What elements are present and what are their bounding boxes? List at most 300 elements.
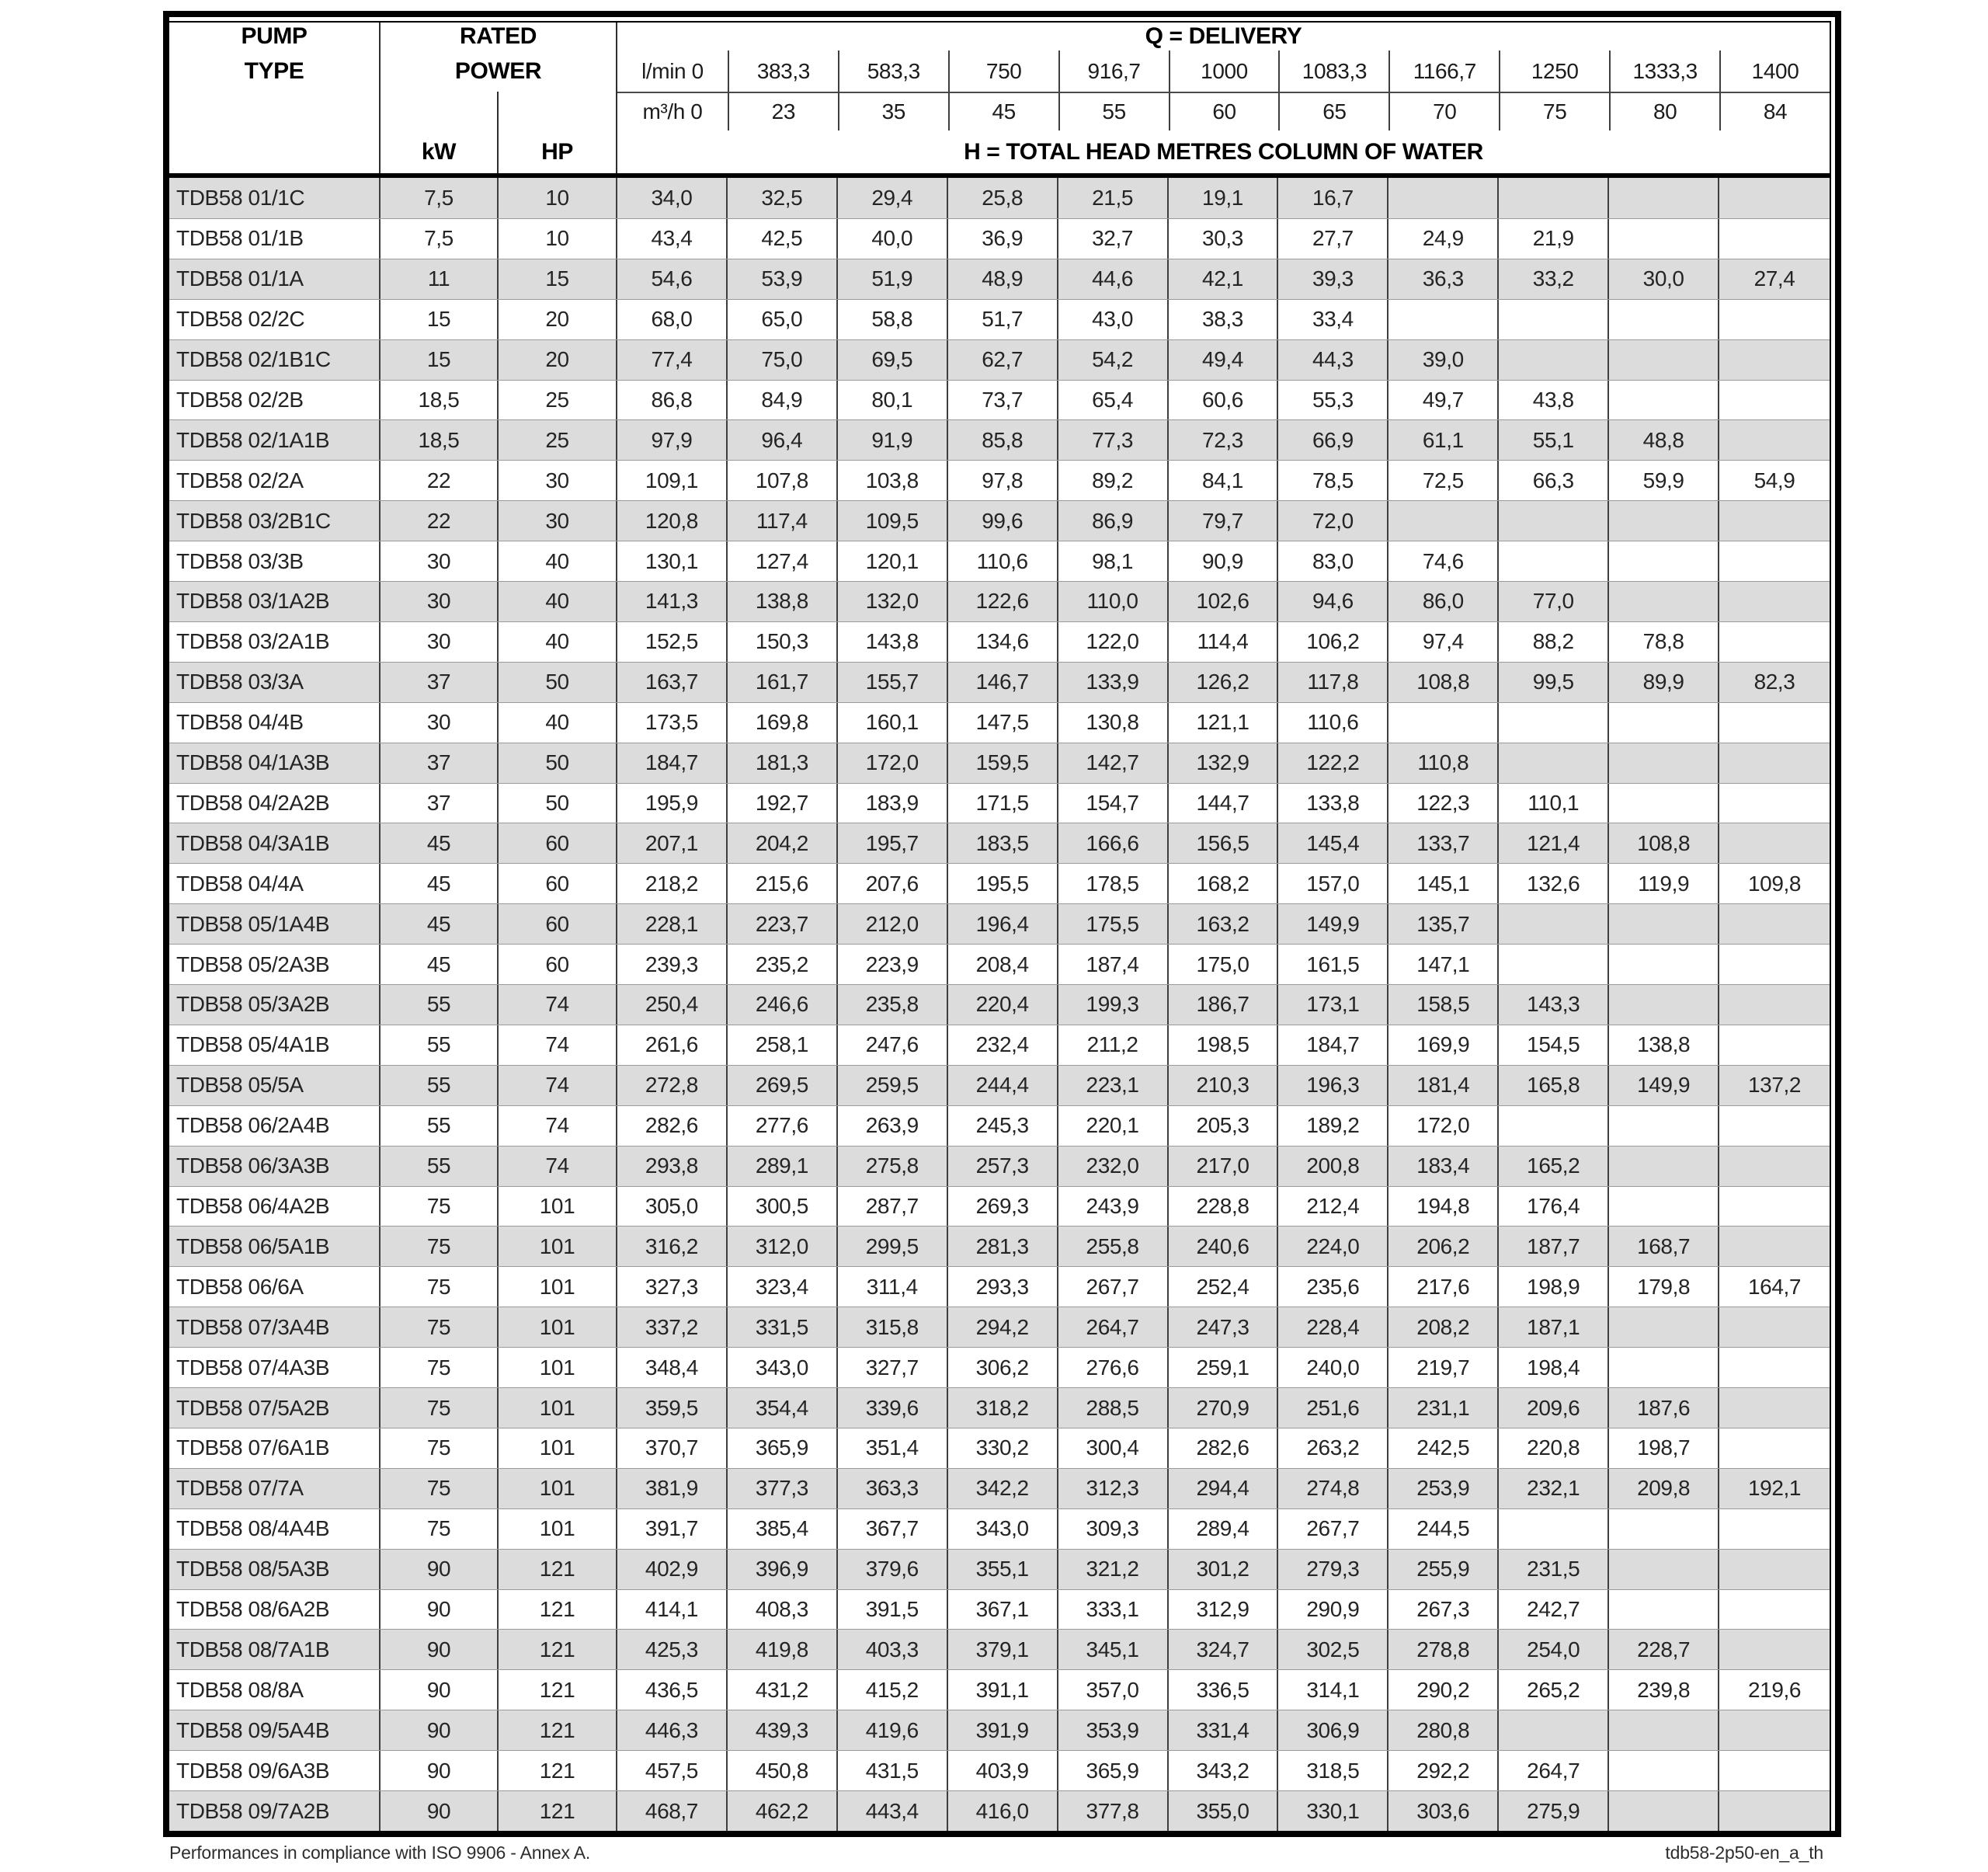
head-value <box>1719 1791 1830 1831</box>
rated-kw: 45 <box>381 904 499 944</box>
head-value: 84,1 <box>1169 461 1279 500</box>
head-value: 235,6 <box>1278 1267 1388 1307</box>
head-value: 24,9 <box>1388 219 1499 259</box>
head-value: 232,1 <box>1499 1469 1609 1508</box>
head-value: 343,2 <box>1169 1751 1279 1790</box>
head-value <box>1499 178 1609 218</box>
flow-lmin-value: 1000 <box>1169 50 1279 92</box>
head-value: 381,9 <box>617 1469 728 1508</box>
head-value: 275,8 <box>838 1147 948 1186</box>
head-value: 175,0 <box>1169 945 1279 984</box>
rated-kw: 30 <box>381 541 499 581</box>
head-value: 235,8 <box>838 985 948 1025</box>
pump-type: TDB58 04/4A <box>169 864 381 903</box>
head-value: 355,1 <box>948 1550 1058 1589</box>
rated-hp: 121 <box>499 1670 617 1710</box>
head-value <box>1719 1106 1830 1146</box>
table-row <box>169 299 1830 339</box>
head-value: 173,1 <box>1278 985 1388 1025</box>
head-value: 39,0 <box>1388 340 1499 380</box>
rated-hp: 10 <box>499 219 617 259</box>
flow-m3h-value: 80 <box>1609 92 1719 130</box>
head-value: 306,2 <box>948 1348 1058 1387</box>
head-value <box>1609 1509 1719 1549</box>
head-value <box>1719 823 1830 863</box>
head-value: 196,3 <box>1278 1066 1388 1105</box>
rated-kw: 55 <box>381 1066 499 1105</box>
head-value: 133,8 <box>1278 784 1388 823</box>
rated-kw: 45 <box>381 864 499 903</box>
head-value: 132,9 <box>1169 743 1279 783</box>
head-value: 198,4 <box>1499 1348 1609 1387</box>
head-value <box>1719 178 1830 218</box>
head-value: 42,1 <box>1169 259 1279 299</box>
head-value <box>1719 381 1830 420</box>
head-value: 159,5 <box>948 743 1058 783</box>
rated-kw: 30 <box>381 582 499 621</box>
head-value <box>1719 1388 1830 1428</box>
head-value: 301,2 <box>1169 1550 1279 1589</box>
head-value: 79,7 <box>1169 501 1279 541</box>
head-value: 89,2 <box>1058 461 1169 500</box>
table-row <box>169 1146 1830 1186</box>
rated-kw: 30 <box>381 622 499 662</box>
rated-kw: 22 <box>381 501 499 541</box>
head-value <box>1499 1106 1609 1146</box>
head-value: 321,2 <box>1058 1550 1169 1589</box>
head-value: 176,4 <box>1499 1187 1609 1227</box>
head-value: 77,4 <box>617 340 728 380</box>
head-value: 312,9 <box>1169 1590 1279 1630</box>
head-value: 59,9 <box>1609 461 1719 500</box>
head-value: 200,8 <box>1278 1147 1388 1186</box>
head-value <box>1719 340 1830 380</box>
rated-kw: 55 <box>381 1147 499 1186</box>
head-value: 391,5 <box>838 1590 948 1630</box>
head-value: 336,5 <box>1169 1670 1279 1710</box>
head-value: 168,2 <box>1169 864 1279 903</box>
head-value: 27,7 <box>1278 219 1388 259</box>
table-row <box>169 500 1830 541</box>
head-value: 215,6 <box>728 864 838 903</box>
head-value: 102,6 <box>1169 582 1279 621</box>
head-value: 351,4 <box>838 1428 948 1468</box>
rated-hp: 101 <box>499 1469 617 1508</box>
head-value <box>1609 743 1719 783</box>
head-value: 342,2 <box>948 1469 1058 1508</box>
head-value: 40,0 <box>838 219 948 259</box>
pump-type: TDB58 04/2A2B <box>169 784 381 823</box>
head-value: 72,5 <box>1388 461 1499 500</box>
head-value: 279,3 <box>1278 1550 1388 1589</box>
head-value: 289,1 <box>728 1147 838 1186</box>
head-value <box>1609 904 1719 944</box>
rated-hp: 101 <box>499 1227 617 1266</box>
rated-kw: 90 <box>381 1751 499 1790</box>
rated-kw: 11 <box>381 259 499 299</box>
pump-type: TDB58 06/4A2B <box>169 1187 381 1227</box>
head-value: 396,9 <box>728 1550 838 1589</box>
head-value: 161,7 <box>728 663 838 702</box>
rated-hp: 60 <box>499 945 617 984</box>
head-value: 83,0 <box>1278 541 1388 581</box>
pump-type: TDB58 08/6A2B <box>169 1590 381 1630</box>
head-value: 205,3 <box>1169 1106 1279 1146</box>
head-value <box>1388 501 1499 541</box>
head-value: 281,3 <box>948 1227 1058 1266</box>
head-value: 355,0 <box>1169 1791 1279 1831</box>
head-value: 120,8 <box>617 501 728 541</box>
head-value: 186,7 <box>1169 985 1279 1025</box>
head-value: 198,5 <box>1169 1025 1279 1065</box>
head-value: 247,3 <box>1169 1307 1279 1347</box>
head-value: 48,8 <box>1609 420 1719 460</box>
flow-m3h-value: 45 <box>948 92 1058 130</box>
header-row-4 <box>169 130 1830 173</box>
head-value: 80,1 <box>838 381 948 420</box>
head-value: 223,7 <box>728 904 838 944</box>
head-value: 255,8 <box>1058 1227 1169 1266</box>
head-value <box>1719 501 1830 541</box>
head-value: 414,1 <box>617 1590 728 1630</box>
head-value: 292,2 <box>1388 1751 1499 1790</box>
head-value: 207,1 <box>617 823 728 863</box>
head-value: 243,9 <box>1058 1187 1169 1227</box>
rated-kw: 37 <box>381 743 499 783</box>
head-value: 98,1 <box>1058 541 1169 581</box>
pump-type: TDB58 07/6A1B <box>169 1428 381 1468</box>
head-value <box>1609 703 1719 743</box>
head-value: 99,6 <box>948 501 1058 541</box>
head-value <box>1609 1751 1719 1790</box>
flow-m3h-value: 35 <box>838 92 948 130</box>
rated-kw: 7,5 <box>381 219 499 259</box>
head-value: 175,5 <box>1058 904 1169 944</box>
pump-type-header-spacer <box>169 92 381 130</box>
table-row <box>169 1508 1830 1549</box>
head-value: 152,5 <box>617 622 728 662</box>
head-value <box>1499 300 1609 339</box>
head-value: 154,7 <box>1058 784 1169 823</box>
head-value: 29,4 <box>838 178 948 218</box>
head-value: 133,7 <box>1388 823 1499 863</box>
table-row <box>169 903 1830 944</box>
head-value: 199,3 <box>1058 985 1169 1025</box>
head-value: 408,3 <box>728 1590 838 1630</box>
head-value <box>1719 703 1830 743</box>
pump-type: TDB58 07/7A <box>169 1469 381 1508</box>
table-row <box>169 1710 1830 1750</box>
head-value: 339,6 <box>838 1388 948 1428</box>
head-value: 254,0 <box>1499 1630 1609 1669</box>
head-value <box>1609 1187 1719 1227</box>
rated-hp: 10 <box>499 178 617 218</box>
head-value: 289,4 <box>1169 1509 1279 1549</box>
head-value: 86,8 <box>617 381 728 420</box>
table-row <box>169 178 1830 218</box>
head-value <box>1719 219 1830 259</box>
head-value: 244,4 <box>948 1066 1058 1105</box>
table-row <box>169 662 1830 702</box>
head-value: 275,9 <box>1499 1791 1609 1831</box>
head-value <box>1719 300 1830 339</box>
head-value: 36,3 <box>1388 259 1499 299</box>
head-value: 121,1 <box>1169 703 1279 743</box>
table-row <box>169 984 1830 1025</box>
head-value: 293,3 <box>948 1267 1058 1307</box>
rated-hp: 60 <box>499 904 617 944</box>
head-value: 90,9 <box>1169 541 1279 581</box>
head-value: 184,7 <box>617 743 728 783</box>
head-value: 247,6 <box>838 1025 948 1065</box>
head-value: 462,2 <box>728 1791 838 1831</box>
rated-kw: 90 <box>381 1710 499 1750</box>
rated-kw: 45 <box>381 945 499 984</box>
head-value <box>1719 904 1830 944</box>
head-value: 158,5 <box>1388 985 1499 1025</box>
head-value: 343,0 <box>728 1348 838 1387</box>
head-value <box>1719 1147 1830 1186</box>
flow-m3h-value: 60 <box>1169 92 1279 130</box>
head-value: 220,4 <box>948 985 1058 1025</box>
head-value: 58,8 <box>838 300 948 339</box>
head-value: 228,4 <box>1278 1307 1388 1347</box>
pump-type: TDB58 09/5A4B <box>169 1710 381 1750</box>
head-value: 54,6 <box>617 259 728 299</box>
head-value: 189,2 <box>1278 1106 1388 1146</box>
head-value: 60,6 <box>1169 381 1279 420</box>
footer-document-code: tdb58-2p50-en_a_th <box>1665 1842 1823 1863</box>
rated-kw: 90 <box>381 1630 499 1669</box>
head-value: 27,4 <box>1753 266 1795 291</box>
head-value: 259,1 <box>1169 1348 1279 1387</box>
head-value: 141,3 <box>617 582 728 621</box>
head-value: 242,5 <box>1388 1428 1499 1468</box>
rated-hp: 40 <box>499 582 617 621</box>
head-value: 138,8 <box>728 582 838 621</box>
rated-power-header-line1: RATED <box>381 23 617 50</box>
head-value: 32,7 <box>1058 219 1169 259</box>
head-value: 198,7 <box>1609 1428 1719 1468</box>
flow-lmin-value: 383,3 <box>728 50 838 92</box>
table-row <box>169 783 1830 823</box>
head-value <box>1499 1509 1609 1549</box>
flow-m3h-value: 70 <box>1388 92 1499 130</box>
table-row <box>169 743 1830 783</box>
rated-hp: 101 <box>499 1509 617 1549</box>
head-value: 66,9 <box>1278 420 1388 460</box>
head-value: 318,5 <box>1278 1751 1388 1790</box>
head-value <box>1609 219 1719 259</box>
head-value: 187,1 <box>1499 1307 1609 1347</box>
head-value: 282,6 <box>1169 1428 1279 1468</box>
head-value <box>1609 582 1719 621</box>
head-value: 143,3 <box>1499 985 1609 1025</box>
head-value: 311,4 <box>838 1267 948 1307</box>
head-value: 157,0 <box>1278 864 1388 903</box>
pump-type: TDB58 06/3A3B <box>169 1147 381 1186</box>
table-row <box>169 419 1830 460</box>
table-row <box>169 259 1830 299</box>
head-value: 264,7 <box>1499 1751 1609 1790</box>
head-value <box>1719 945 1830 984</box>
head-value: 184,7 <box>1278 1025 1388 1065</box>
rated-kw: 75 <box>381 1348 499 1387</box>
flow-lmin-value: 1400 <box>1719 50 1830 92</box>
head-value: 439,3 <box>728 1710 838 1750</box>
rated-kw: 15 <box>381 340 499 380</box>
pump-type: TDB58 08/4A4B <box>169 1509 381 1549</box>
head-value: 274,8 <box>1278 1469 1388 1508</box>
pump-type: TDB58 08/7A1B <box>169 1630 381 1669</box>
head-value <box>1719 1710 1830 1750</box>
flow-m3h-row <box>169 92 1830 130</box>
head-value: 169,9 <box>1388 1025 1499 1065</box>
rated-kw: 18,5 <box>381 420 499 460</box>
head-value: 330,1 <box>1278 1791 1388 1831</box>
head-value: 142,7 <box>1058 743 1169 783</box>
head-value: 212,0 <box>838 904 948 944</box>
head-value: 263,2 <box>1278 1428 1388 1468</box>
head-value: 110,8 <box>1388 743 1499 783</box>
head-value: 144,7 <box>1169 784 1279 823</box>
head-value: 272,8 <box>617 1066 728 1105</box>
head-value: 91,9 <box>838 420 948 460</box>
head-value: 220,8 <box>1499 1428 1609 1468</box>
head-value: 19,1 <box>1169 178 1279 218</box>
rated-hp: 40 <box>499 703 617 743</box>
head-value: 36,9 <box>948 219 1058 259</box>
head-value: 327,3 <box>617 1267 728 1307</box>
head-value: 107,8 <box>728 461 838 500</box>
head-value: 97,4 <box>1388 622 1499 662</box>
table-row <box>169 1428 1830 1468</box>
kw-header-spacer <box>381 92 499 130</box>
head-value: 51,9 <box>838 259 948 299</box>
rated-hp: 50 <box>499 743 617 783</box>
head-value: 117,8 <box>1278 663 1388 702</box>
flow-m3h-value: 75 <box>1499 92 1609 130</box>
pump-type: TDB58 01/1A <box>169 259 381 299</box>
rated-hp: 20 <box>499 300 617 339</box>
head-value: 306,9 <box>1278 1710 1388 1750</box>
head-value: 246,6 <box>728 985 838 1025</box>
pump-type: TDB58 06/5A1B <box>169 1227 381 1266</box>
head-value <box>1388 300 1499 339</box>
head-value: 132,0 <box>838 582 948 621</box>
head-value: 143,8 <box>838 622 948 662</box>
head-value: 207,6 <box>838 864 948 903</box>
head-value: 108,8 <box>1388 663 1499 702</box>
head-value: 78,8 <box>1609 622 1719 662</box>
pump-type: TDB58 07/5A2B <box>169 1388 381 1428</box>
head-value: 245,3 <box>948 1106 1058 1146</box>
head-value: 73,7 <box>948 381 1058 420</box>
head-value: 419,8 <box>728 1630 838 1669</box>
pump-type: TDB58 03/2B1C <box>169 501 381 541</box>
head-value: 44,6 <box>1058 259 1169 299</box>
head-value: 223,1 <box>1058 1066 1169 1105</box>
head-value: 74,6 <box>1388 541 1499 581</box>
head-value: 232,4 <box>948 1025 1058 1065</box>
head-value: 314,1 <box>1278 1670 1388 1710</box>
head-value: 370,7 <box>617 1428 728 1468</box>
head-value: 354,4 <box>728 1388 838 1428</box>
head-value: 217,6 <box>1388 1267 1499 1307</box>
head-value: 379,1 <box>948 1630 1058 1669</box>
head-value: 280,8 <box>1388 1710 1499 1750</box>
head-value: 403,9 <box>948 1751 1058 1790</box>
head-value: 419,6 <box>838 1710 948 1750</box>
head-value <box>1609 1348 1719 1387</box>
head-value: 156,5 <box>1169 823 1279 863</box>
pump-type: TDB58 01/1C <box>169 178 381 218</box>
head-value: 178,5 <box>1058 864 1169 903</box>
table-row <box>169 944 1830 984</box>
head-value: 303,6 <box>1388 1791 1499 1831</box>
pump-type: TDB58 02/2A <box>169 461 381 500</box>
flow-lmin-row <box>169 50 1830 92</box>
head-value: 228,8 <box>1169 1187 1279 1227</box>
rated-kw: 75 <box>381 1187 499 1227</box>
head-value: 192,1 <box>1747 1476 1802 1501</box>
head-value: 391,9 <box>948 1710 1058 1750</box>
table-rows <box>169 178 1830 1831</box>
rated-kw: 75 <box>381 1267 499 1307</box>
head-value: 425,3 <box>617 1630 728 1669</box>
head-value: 431,2 <box>728 1670 838 1710</box>
rated-kw: 55 <box>381 985 499 1025</box>
table-row <box>169 1347 1830 1387</box>
head-value: 166,6 <box>1058 823 1169 863</box>
rated-hp: 40 <box>499 541 617 581</box>
head-value: 21,5 <box>1058 178 1169 218</box>
flow-lmin-value: 1083,3 <box>1278 50 1388 92</box>
head-value: 194,8 <box>1388 1187 1499 1227</box>
head-value: 114,4 <box>1169 622 1279 662</box>
head-value: 231,5 <box>1499 1550 1609 1589</box>
rated-kw: 22 <box>381 461 499 500</box>
head-value: 318,2 <box>948 1388 1058 1428</box>
head-value: 385,4 <box>728 1509 838 1549</box>
head-value: 209,8 <box>1609 1469 1719 1508</box>
head-value: 25,8 <box>948 178 1058 218</box>
head-value: 168,7 <box>1609 1227 1719 1266</box>
head-value: 431,5 <box>838 1751 948 1790</box>
head-value: 210,3 <box>1169 1066 1279 1105</box>
head-value: 402,9 <box>617 1550 728 1589</box>
head-value: 130,8 <box>1058 703 1169 743</box>
head-value: 443,4 <box>838 1791 948 1831</box>
rated-hp: 30 <box>499 501 617 541</box>
rated-hp: 15 <box>499 259 617 299</box>
pump-type: TDB58 04/1A3B <box>169 743 381 783</box>
rated-hp: 101 <box>499 1348 617 1387</box>
head-value: 206,2 <box>1388 1227 1499 1266</box>
head-value <box>1609 945 1719 984</box>
rated-hp: 60 <box>499 864 617 903</box>
head-value: 21,9 <box>1499 219 1609 259</box>
head-value <box>1609 381 1719 420</box>
head-value: 196,4 <box>948 904 1058 944</box>
pump-type: TDB58 05/5A <box>169 1066 381 1105</box>
head-value: 133,9 <box>1058 663 1169 702</box>
rated-hp: 20 <box>499 340 617 380</box>
head-value: 242,7 <box>1499 1590 1609 1630</box>
rated-hp: 101 <box>499 1267 617 1307</box>
head-value: 132,6 <box>1499 864 1609 903</box>
head-value: 403,3 <box>838 1630 948 1669</box>
